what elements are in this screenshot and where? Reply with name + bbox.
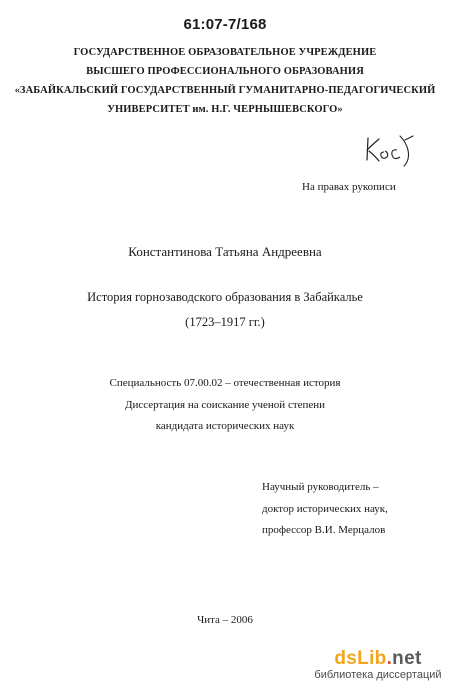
watermark-subtitle: библиотека диссертаций [314,669,442,681]
supervisor-degree: доктор исторических наук, [262,503,388,515]
supervisor-label: Научный руководитель – [262,481,379,493]
degree-line-2: кандидата исторических наук [155,420,295,432]
manuscript-rights-note: На правах рукописи [302,181,396,193]
institution-line-3: «ЗАБАЙКАЛЬСКИЙ ГОСУДАРСТВЕННЫЙ ГУМАНИТАРНО-ПЕДАГОГИЧЕСКИЙ [14,85,436,96]
archive-code: 61:07-7/168 [183,16,267,33]
dissertation-title-line-2: (1723–1917 гг.) [185,315,265,329]
handwritten-signature [364,130,416,168]
watermark-logo: dsLib.net [334,648,422,669]
city-year: Чита – 2006 [197,614,253,626]
institution-line-2: ВЫСШЕГО ПРОФЕССИОНАЛЬНОГО ОБРАЗОВАНИЯ [86,66,364,77]
specialty-line: Специальность 07.00.02 – отечественная история [109,377,341,389]
institution-line-1: ГОСУДАРСТВЕННОЕ ОБРАЗОВАТЕЛЬНОЕ УЧРЕЖДЕНИЕ [73,47,377,58]
institution-line-4: УНИВЕРСИТЕТ им. Н.Г. ЧЕРНЫШЕВСКОГО» [107,104,343,115]
degree-line: Диссертация на соискание ученой степени [124,399,326,411]
watermark [312,648,444,681]
author-name: Константинова Татьяна Андреевна [128,244,322,259]
dissertation-title-line-1: История горнозаводского образования в Забайкалье [87,290,363,304]
supervisor-name: профессор В.И. Мерцалов [262,524,386,536]
